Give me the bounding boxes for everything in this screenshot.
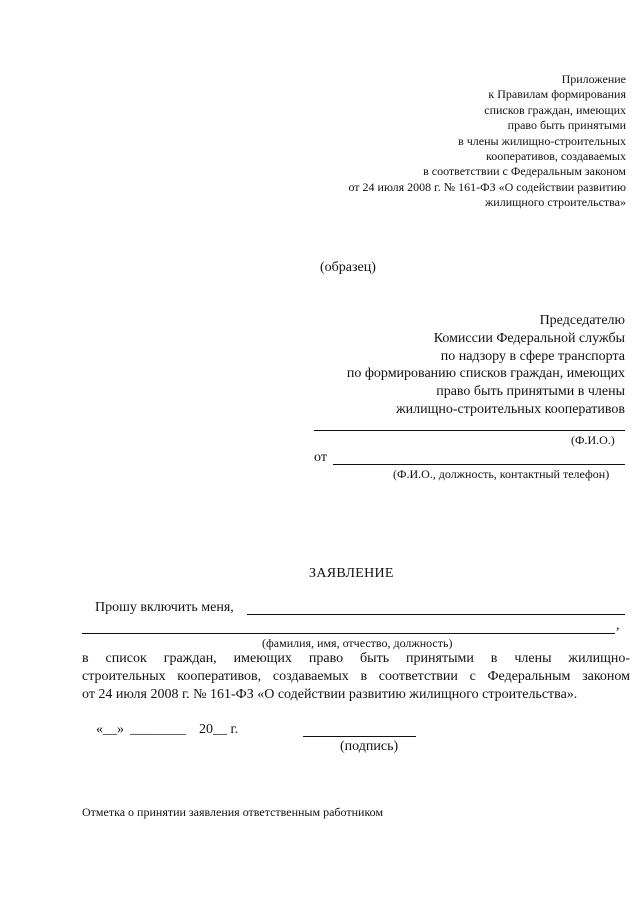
appendix-line: в члены жилищно-строительных — [458, 133, 626, 148]
applicant-info-caption: (Ф.И.О., должность, контактный телефон) — [393, 467, 610, 481]
appendix-line: жилищного строительства» — [485, 195, 626, 210]
appendix-line: в соответствии с Федеральным законом — [423, 164, 626, 179]
sample-label: (образец) — [320, 260, 376, 275]
appendix-line: кооперативов, создаваемых — [486, 149, 626, 164]
fio-caption: (Ф.И.О.) — [571, 433, 615, 447]
appendix-line: право быть принятыми — [507, 118, 626, 133]
appendix-line: списков граждан, имеющих — [484, 102, 626, 117]
name-line-comma: , — [616, 618, 620, 633]
addressee-line: право быть принятыми в члены — [436, 384, 625, 400]
name-caption: (фамилия, имя, отчество, должность) — [262, 636, 453, 650]
from-label: от — [314, 450, 327, 465]
chairman-name-field[interactable] — [314, 430, 625, 431]
date-month-field[interactable]: ________ — [130, 722, 186, 737]
date-year-field[interactable]: 20__ г. — [199, 722, 239, 737]
date-day-field[interactable]: «__» — [96, 722, 124, 737]
request-body-line: от 24 июля 2008 г. № 161-ФЗ «О содействии развитию жилищного строительства». — [82, 687, 578, 702]
addressee-block — [347, 312, 625, 419]
request-body-line: строительных кооперативов, создаваемых в соответствии с Федеральным законом — [82, 669, 630, 684]
request-body-line: в список граждан, имеющих право быть принятыми в члены жилищно- — [82, 651, 630, 666]
appendix-line: Приложение — [561, 72, 626, 86]
request-lead: Прошу включить меня, — [95, 600, 234, 615]
signature-field[interactable] — [303, 736, 416, 737]
appendix-header — [348, 72, 626, 211]
addressee-line: по надзору в сфере транспорта — [440, 348, 625, 364]
signature-caption: (подпись) — [340, 739, 399, 754]
appendix-line: от 24 июля 2008 г. № 161-ФЗ «О содействии развитию — [348, 179, 626, 194]
addressee-line: Комиссии Федеральной службы — [433, 330, 625, 346]
document-title: ЗАЯВЛЕНИЕ — [309, 566, 394, 581]
addressee-line: жилищно-строительных кооперативов — [395, 401, 625, 417]
applicant-info-field[interactable] — [333, 464, 625, 465]
acceptance-note: Отметка о принятии заявления ответственным работником — [82, 805, 384, 819]
applicant-name-field-continued[interactable] — [82, 633, 615, 634]
addressee-line: по формированию списков граждан, имеющих — [346, 366, 625, 382]
applicant-name-field[interactable] — [247, 614, 625, 615]
appendix-line: к Правилам формирования — [488, 87, 626, 102]
addressee-line: Председателю — [539, 313, 625, 328]
